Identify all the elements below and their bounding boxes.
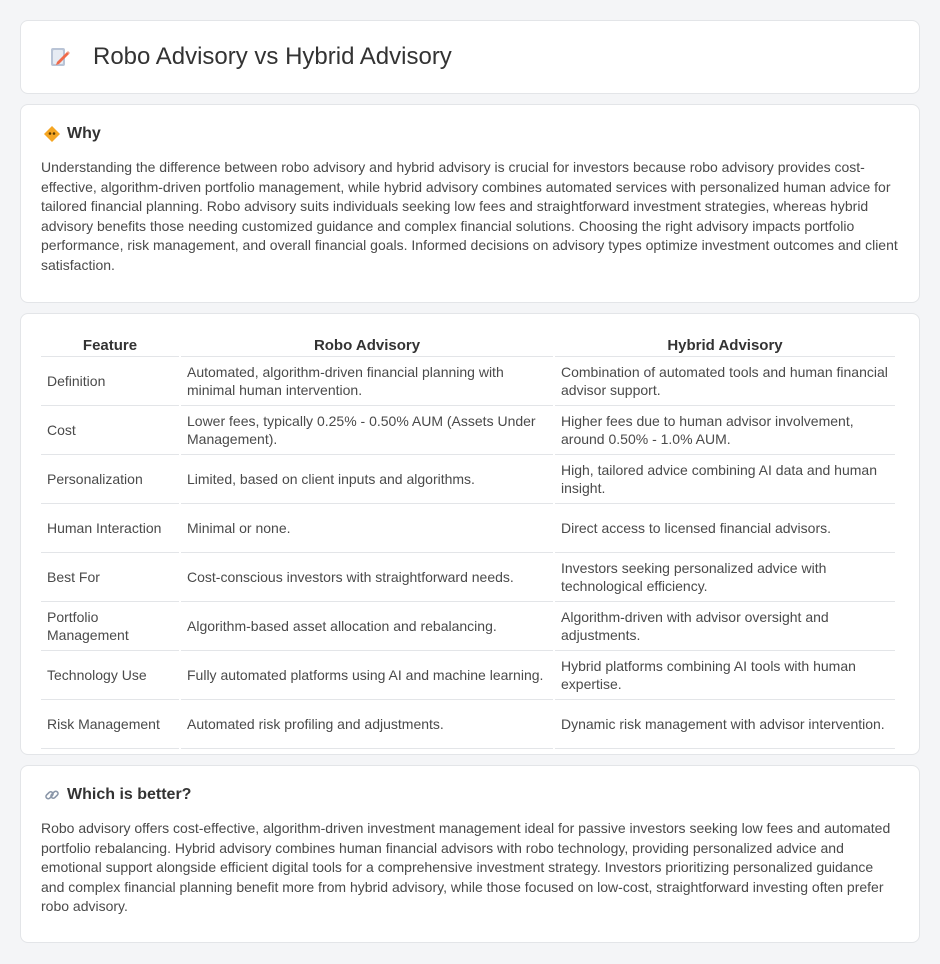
robo-cell: Limited, based on client inputs and algorithms. [181,455,553,504]
better-text: Robo advisory offers cost-effective, algorithm-driven investment management ideal for passive investors seeking low fees and automated portfolio rebalancing. Hybrid advisory combines human financial advisors with robo technology, providing personalized advice and emotional support alongside efficient digital tools for a comprehensive investment strategy. Investors prioritizing personalized guidance and complex financial planning benefit more from hybrid advisory, while those focused on low-cost, straightforward investing often prefer robo advisory. [41,820,891,914]
why-title: Why [67,125,101,142]
edit-document-icon [47,44,73,70]
table-row [41,357,895,406]
comparison-table [39,334,897,749]
hybrid-cell: Algorithm-driven with advisor oversight and adjustments. [555,602,895,651]
robo-cell: Automated, algorithm-driven financial planning with minimal human intervention. [181,357,553,406]
robo-cell: Algorithm-based asset allocation and rebalancing. [181,602,553,651]
hybrid-cell: Combination of automated tools and human financial advisor support. [555,357,895,406]
robo-cell: Fully automated platforms using AI and machine learning. [181,651,553,700]
table-row [41,602,895,651]
robo-cell: Lower fees, typically 0.25% - 0.50% AUM (Assets Under Management). [181,406,553,455]
robo-cell: Minimal or none. [181,504,553,553]
feature-cell: Human Interaction [41,504,179,553]
better-heading [41,786,899,804]
hybrid-cell: High, tailored advice combining AI data and human insight. [555,455,895,504]
hybrid-cell: Investors seeking personalized advice with technological efficiency. [555,553,895,602]
table-row [41,700,895,749]
which-is-better-section [20,765,920,943]
why-heading [41,125,899,143]
hybrid-cell: Direct access to licensed financial advisors. [555,504,895,553]
table-header-row [41,334,895,357]
robo-cell: Cost-conscious investors with straightforward needs. [181,553,553,602]
feature-cell: Portfolio Management [41,602,179,651]
comparison-table-card [20,313,920,755]
header-card [20,20,920,94]
why-text: Understanding the difference between robo advisory and hybrid advisory is crucial for investors because robo advisory provides cost-effective, algorithm-driven portfolio management, while hybrid advisory combines automated services with personalized human advice for tailored financial planning. Robo advisory suits individuals seeking low fees and straightforward investment strategies, whereas hybrid advisory benefits those needing customized guidance and complex financial solutions. Choosing the right advisory impacts portfolio performance, risk management, and overall financial goals. Informed decisions on advisory types optimize investment outcomes and client satisfaction. [41,159,898,273]
table-row [41,455,895,504]
feature-cell: Personalization [41,455,179,504]
header-robo: Robo Advisory [181,334,553,357]
hybrid-cell: Hybrid platforms combining AI tools with human expertise. [555,651,895,700]
header-feature: Feature [41,334,179,357]
table-row [41,651,895,700]
page-title: Robo Advisory vs Hybrid Advisory [93,43,452,70]
hybrid-cell: Dynamic risk management with advisor intervention. [555,700,895,749]
feature-cell: Technology Use [41,651,179,700]
header-hybrid: Hybrid Advisory [555,334,895,357]
robo-cell: Automated risk profiling and adjustments. [181,700,553,749]
table-row [41,406,895,455]
why-section [20,104,920,303]
feature-cell: Best For [41,553,179,602]
table-row [41,553,895,602]
feature-cell: Risk Management [41,700,179,749]
link-icon [43,786,61,804]
feature-cell: Definition [41,357,179,406]
better-title: Which is better? [67,786,192,803]
feature-cell: Cost [41,406,179,455]
table-row [41,504,895,553]
sparkle-diamond-icon [43,125,61,143]
hybrid-cell: Higher fees due to human advisor involvement, around 0.50% - 1.0% AUM. [555,406,895,455]
